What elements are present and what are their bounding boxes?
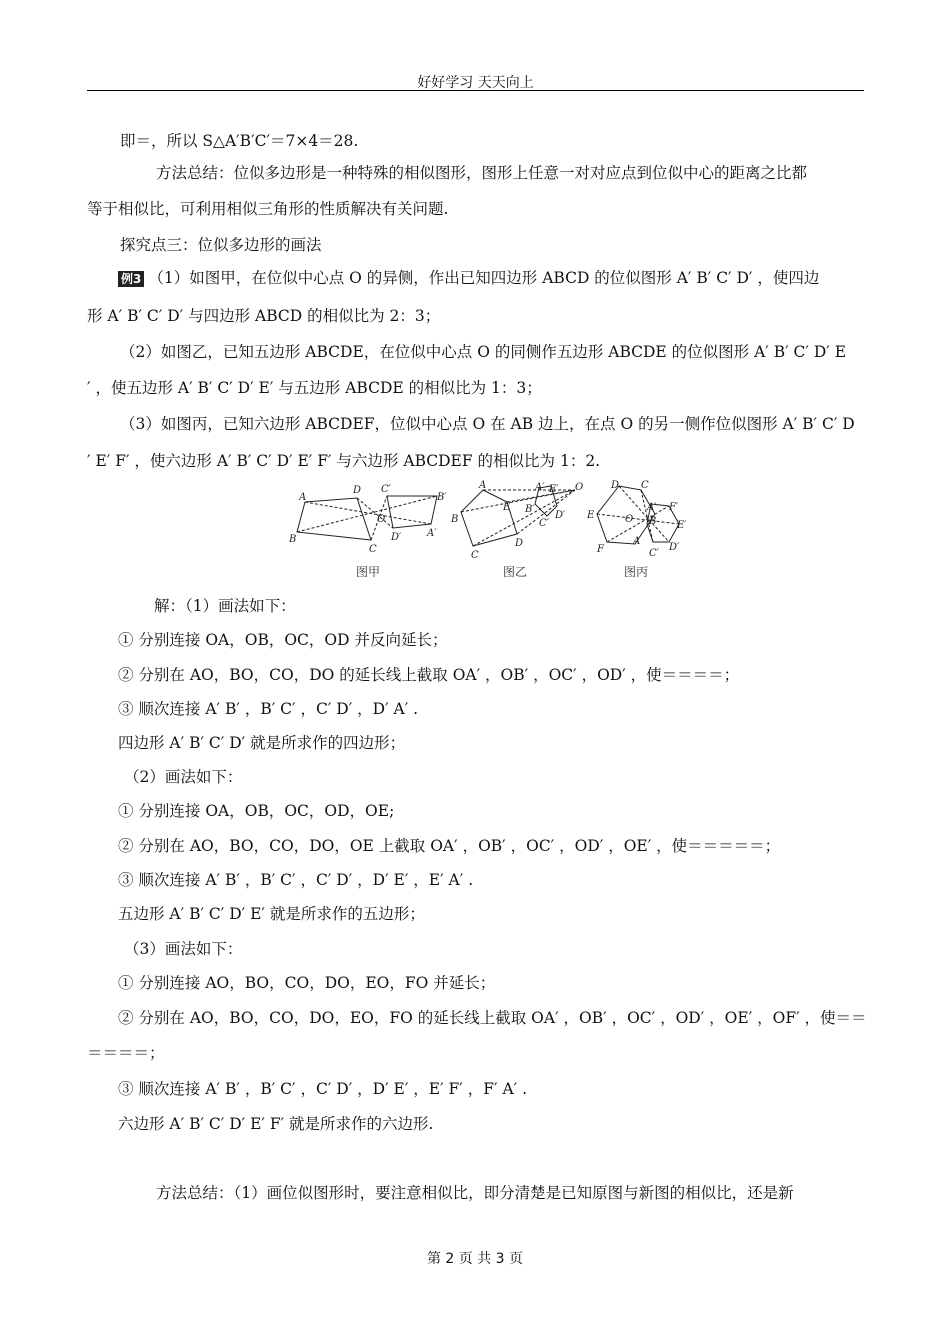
svg-text:A: A [299,492,307,503]
text-line: ② 分别在 AO，BO，CO，DO，OE 上截取 OA′ ，OB′ ，OC′ ，OD′ ，OE′ ，使＝＝＝＝＝； [118,837,781,855]
svg-text:D′: D′ [391,532,402,543]
svg-text:F: F [597,544,604,555]
svg-text:E: E [503,502,511,513]
svg-text:D: D [611,480,620,491]
text-line: ③ 顺次连接 A′ B′ ，B′ C′ ，C′ D′ ，D′ E′ ，E′ F′ ，F′ A′ . [118,1080,528,1098]
text-line: ③ 顺次连接 A′ B′ ，B′ C′ ，C′ D′ ，D′ E′ ，E′ A′ . [118,871,474,889]
svg-text:B: B [649,516,657,527]
figure-caption: 图乙 [503,565,528,579]
example-badge: 例3 [118,271,144,287]
text-line: ① 分别连接 OA，OB，OC，OD 并反向延长； [118,631,448,649]
svg-text:B: B [451,514,459,525]
text-line: 四边形 A′ B′ C′ D′ 就是所求作的四边形； [118,734,406,752]
text-line: 等于相似比，可利用相似三角形的性质解决有关问题. [87,200,449,218]
text-line: （1）如图甲，在位似中心点 O 的异侧，作出已知四边形 ABCD 的位似图形 A′ B′ C′ D′ ，使四边 [148,269,820,287]
svg-text:A: A [633,536,641,547]
svg-text:C′: C′ [539,518,549,529]
text-line: 五边形 A′ B′ C′ D′ E′ 就是所求作的五边形； [118,905,425,923]
text-line: （2）如图乙，已知五边形 ABCDE，在位似中心点 O 的同侧作五边形 ABCDE 的位似图形 A′ B′ C′ D′ E [120,343,847,361]
svg-text:E: E [587,510,595,521]
text-line: 六边形 A′ B′ C′ D′ E′ F′ 就是所求作的六边形. [118,1115,434,1133]
svg-text:B′: B′ [437,492,447,503]
text-line: （3）如图丙，已知六边形 ABCDEF，位似中心点 O 在 AB 边上，在点 O 的另一侧作位似图形 A′ B′ C′ D [120,415,855,433]
svg-text:A′: A′ [647,502,657,513]
text-line: ② 分别在 AO，BO，CO，DO 的延长线上截取 OA′ ，OB′ ，OC′ ，OD′ ，使＝＝＝＝； [118,666,740,684]
text-line: 方法总结：位似多边形是一种特殊的相似图形，图形上任意一对对应点到位似中心的距离之比都 [156,164,808,182]
page-header: 好好学习 天天向上 [417,75,534,91]
text-line: ② 分别在 AO，BO，CO，DO，EO，FO 的延长线上截取 OA′ ，OB′ ，OC′ ，OD′ ，OE′ ，OF′ ，使＝＝ [118,1009,867,1027]
svg-text:D′: D′ [669,542,680,553]
text-line: （3）画法如下： [124,940,243,958]
text-line: ① 分别连接 OA，OB，OC，OD，OE; [118,802,395,820]
text-line: ＝＝＝＝； [87,1044,165,1062]
svg-text:O: O [625,514,634,525]
svg-text:C: C [369,544,377,555]
text-line: 形 A′ B′ C′ D′ 与四边形 ABCD 的相似比为 2：3； [87,307,441,325]
svg-text:C′: C′ [381,484,391,495]
svg-text:B′: B′ [525,504,535,515]
svg-text:A′: A′ [427,528,437,539]
svg-text:C: C [641,480,649,491]
text-line: ① 分别连接 AO，BO，CO，DO，EO，FO 并延长； [118,974,496,992]
svg-text:D′: D′ [555,510,566,521]
text-line: ′ E′ F′ ，使六边形 A′ B′ C′ D′ E′ F′ 与六边形 ABCDEF 的相似比为 1：2. [87,452,601,470]
page-footer: 第 2 页 共 3 页 [426,1251,524,1267]
figure-jia [297,496,437,540]
example-line [118,268,819,288]
svg-text:D: D [353,485,362,496]
svg-text:D: D [515,538,524,549]
svg-text:B: B [289,534,297,545]
text-line: 即＝，所以 S△A′B′C′＝7×4＝28. [120,132,359,150]
svg-text:E′: E′ [549,484,559,495]
header-rule [87,90,864,91]
text-line: ′ ，使五边形 A′ B′ C′ D′ E′ 与五边形 ABCDE 的相似比为 1：3； [87,379,542,397]
svg-text:E′: E′ [677,520,687,531]
text-line: （2）画法如下： [124,768,243,786]
section-heading: 探究点三：位似多边形的画法 [120,236,322,254]
text-line: 方法总结：（1）画位似图形时，要注意相似比，即分清楚是已知原图与新图的相似比，还是新 [156,1184,794,1202]
svg-text:C: C [471,550,479,561]
svg-text:O: O [575,482,584,493]
text-line: 解：（1）画法如下： [154,597,296,615]
figure-caption: 图甲 [356,565,381,579]
svg-text:F′: F′ [669,502,679,513]
text-line: ③ 顺次连接 A′ B′ ，B′ C′ ，C′ D′ ，D′ A′ . [118,700,419,718]
svg-text:A: A [479,480,487,491]
svg-text:A′: A′ [535,482,545,493]
svg-text:O: O [377,514,386,525]
figure-caption: 图丙 [624,565,649,579]
svg-text:C′: C′ [649,548,659,559]
